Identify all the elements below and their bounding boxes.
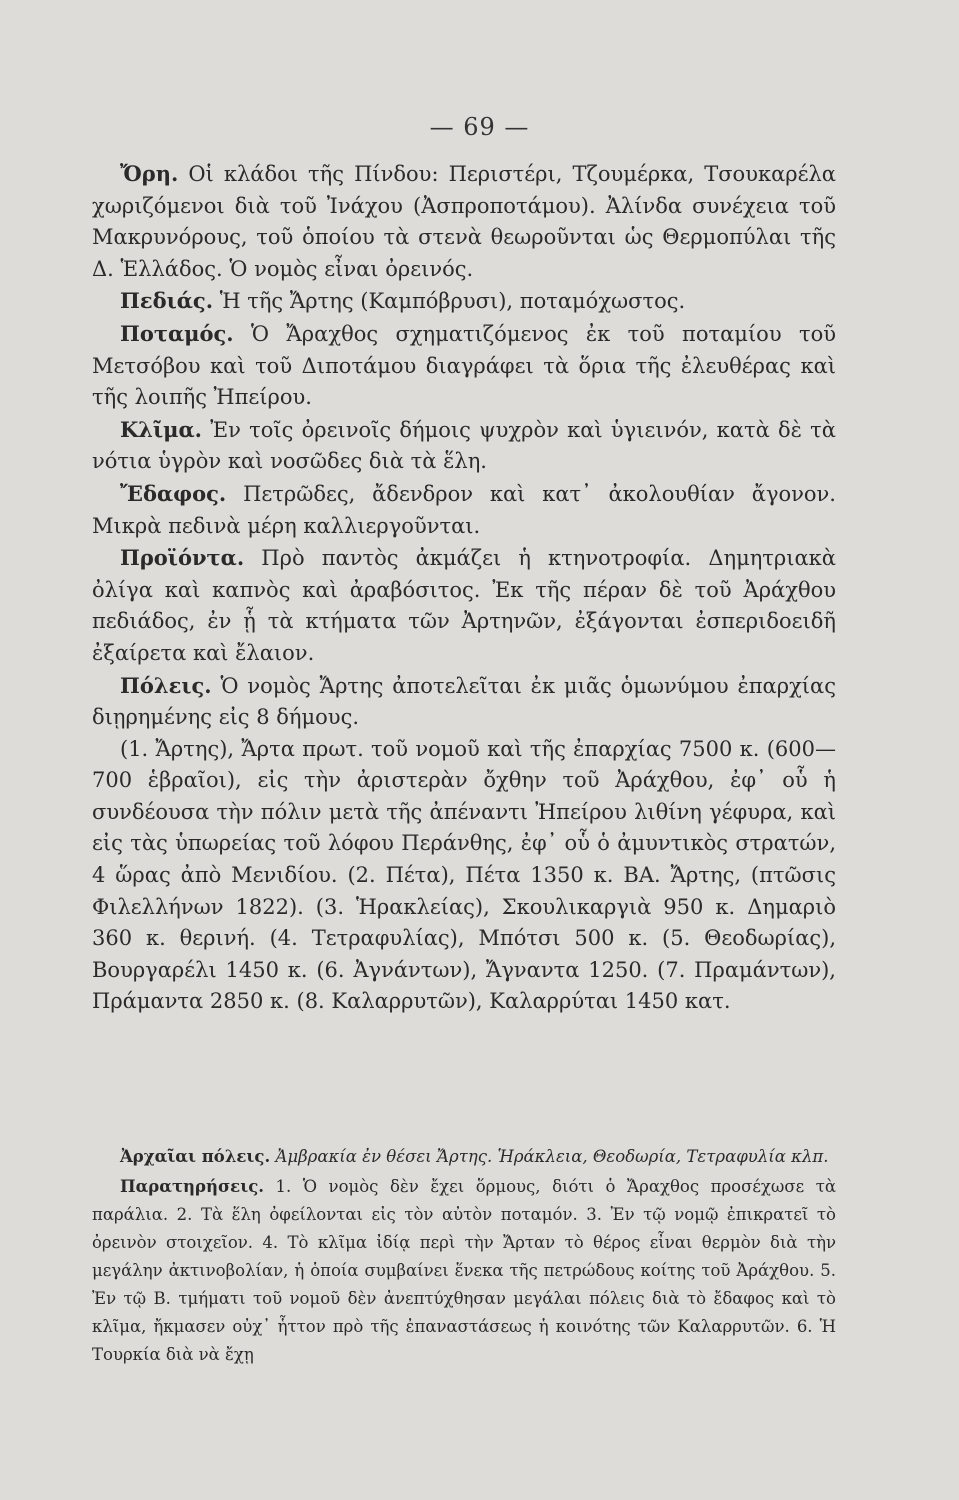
section-heading: Πόλεις.	[120, 672, 212, 698]
remarks-heading: Παρατηρήσεις.	[120, 1177, 264, 1196]
section-heading: Ποταμός.	[120, 320, 234, 346]
ancient-text: Ἀμβρακία ἐν θέσει Ἄρτης. Ἡράκλεια, Θεοδωρία, Τετραφυλία κλπ.	[275, 1147, 829, 1166]
section-text: Πετρῶδες, ἄδενδρον καὶ κατ᾽ ἀκολουθίαν ἄγονον. Μικρὰ πεδινὰ μέρη καλλιεργοῦνται.	[92, 481, 836, 538]
section-soil	[92, 478, 836, 542]
section-mountains	[92, 158, 836, 285]
section-heading: Ἔδαφος.	[120, 480, 227, 506]
section-products	[92, 542, 836, 669]
remarks	[92, 1173, 836, 1369]
section-river	[92, 318, 836, 414]
section-text: Ἡ τῆς Ἄρτης (Καμπόβρυσι), ποταμόχωστος.	[219, 289, 686, 314]
section-plain	[92, 285, 836, 318]
section-text: Ὁ Ἄραχθος σχηματιζόμενος ἐκ τοῦ ποταμίου τοῦ Μετσόβου καὶ τοῦ Διποτάμου διαγράφει τὰ ὅρια τῆς ἐλευθέρας καὶ τῆς λοιπῆς Ἠπείρου.	[92, 321, 836, 410]
notes-block	[92, 1143, 836, 1371]
page-number: — 69 —	[429, 113, 530, 141]
section-heading: Ὄρη.	[120, 161, 179, 186]
remarks-text: 1. Ὁ νομὸς δὲν ἔχει ὅρμους, διότι ὁ Ἄραχθος προσέχωσε τὰ παράλια. 2. Τὰ ἕλη ὀφείλονται εἰς τὸν αὐτὸν ποταμόν. 3. Ἐν τῷ νομῷ ἐπικρατεῖ τὸ ὀρεινὸν στοιχεῖον. 4. Τὸ κλῖμα ἰδίᾳ περὶ τὴν Ἄρταν τὸ θέρος εἶναι θερμὸν διὰ τὴν μεγάλην ἀκτινοβολίαν, ἡ ὁποία συμβαίνει ἕνεκα τῆς πετρώδους κοίτης τοῦ Ἀράχθου. 5. Ἐν τῷ Β. τμήματι τοῦ νομοῦ δὲν ἀνεπτύχθησαν μεγάλαι πόλεις διὰ τὸ ἔδαφος καὶ τὸ κλῖμα, ἤκμασεν οὐχ᾽ ἧττον πρὸ τῆς ἐπαναστάσεως ἡ κοινότης τῶν Καλαρρυτῶν. 6. Ἡ Τουρκία διὰ νὰ ἔχῃ	[92, 1177, 836, 1364]
section-text: Οἱ κλάδοι τῆς Πίνδου: Περιστέρι, Τζουμέρκα, Τσουκαρέλα χωριζόμενοι διὰ τοῦ Ἰνάχου (Ἀσπροποτάμου). Ἀλίνδα συνέχεια τοῦ Μακρυνόρους, τοῦ ὁποίου τὰ στενὰ θεωροῦνται ὡς Θερμοπύλαι τῆς Δ. Ἑλλάδος. Ὁ νομὸς εἶναι ὀρεινός.	[92, 162, 836, 281]
ancient-cities	[92, 1143, 836, 1171]
section-climate	[92, 414, 836, 478]
cities-list: (1. Ἄρτης), Ἄρτα πρωτ. τοῦ νομοῦ καὶ τῆς ἐπαρχίας 7500 κ. (600—700 ἑβραῖοι), εἰς τὴν ἀριστερὰν ὄχθην τοῦ Ἀράχθου, ἐφ᾽ οὗ ἡ συνδέουσα τὴν πόλιν μετὰ τῆς ἀπέναντι Ἠπείρου λιθίνη γέφυρα, καὶ εἰς τὰς ὑπωρείας τοῦ λόφου Περάνθης, ἐφ᾽ οὗ ὁ ἀμυντικὸς στρατών, 4 ὥρας ἀπὸ Μενιδίου. (2. Πέτα), Πέτα 1350 κ. ΒΑ. Ἄρτης, (πτῶσις Φιλελλήνων 1822). (3. Ἡρακλείας), Σκουλικαργιὰ 950 κ. Δημαριὸ 360 κ. θερινή. (4. Τετραφυλίας), Μπότσι 500 κ. (5. Θεοδωρίας), Βουργαρέλι 1450 κ. (6. Ἀγνάντων), Ἄγναντα 1250. (7. Πραμάντων), Πράμαντα 2850 κ. (8. Καλαρρυτῶν), Καλαρρύται 1450 κατ.	[92, 736, 836, 1014]
section-text: Ὁ νομὸς Ἄρτης ἀποτελεῖται ἐκ μιᾶς ὁμωνύμου ἐπαρχίας διῃρημένης εἰς 8 δήμους.	[92, 673, 836, 730]
section-cities	[92, 670, 836, 734]
section-heading: Πεδιάς.	[120, 288, 214, 314]
section-heading: Προϊόντα.	[120, 545, 245, 571]
section-heading: Κλῖμα.	[120, 416, 202, 442]
main-text	[92, 158, 836, 1018]
section-text: Ἐν τοῖς ὀρεινοῖς δήμοις ψυχρὸν καὶ ὑγιεινόν, κατὰ δὲ τὰ νότια ὑγρὸν καὶ νοσῶδες διὰ τὰ ἕλη.	[92, 417, 836, 474]
ancient-heading: Ἀρχαῖαι πόλεις.	[120, 1147, 271, 1166]
section-text: Πρὸ παντὸς ἀκμάζει ἡ κτηνοτροφία. Δημητριακὰ ὀλίγα καὶ καπνὸς καὶ ἀραβόσιτος. Ἐκ τῆς πέραν δὲ τοῦ Ἀράχθου πεδιάδος, ἐν ᾗ τὰ κτήματα τῶν Ἀρτηνῶν, ἐξάγονται ἐσπεριδοειδῆ ἐξαίρετα καὶ ἔλαιον.	[92, 546, 836, 665]
